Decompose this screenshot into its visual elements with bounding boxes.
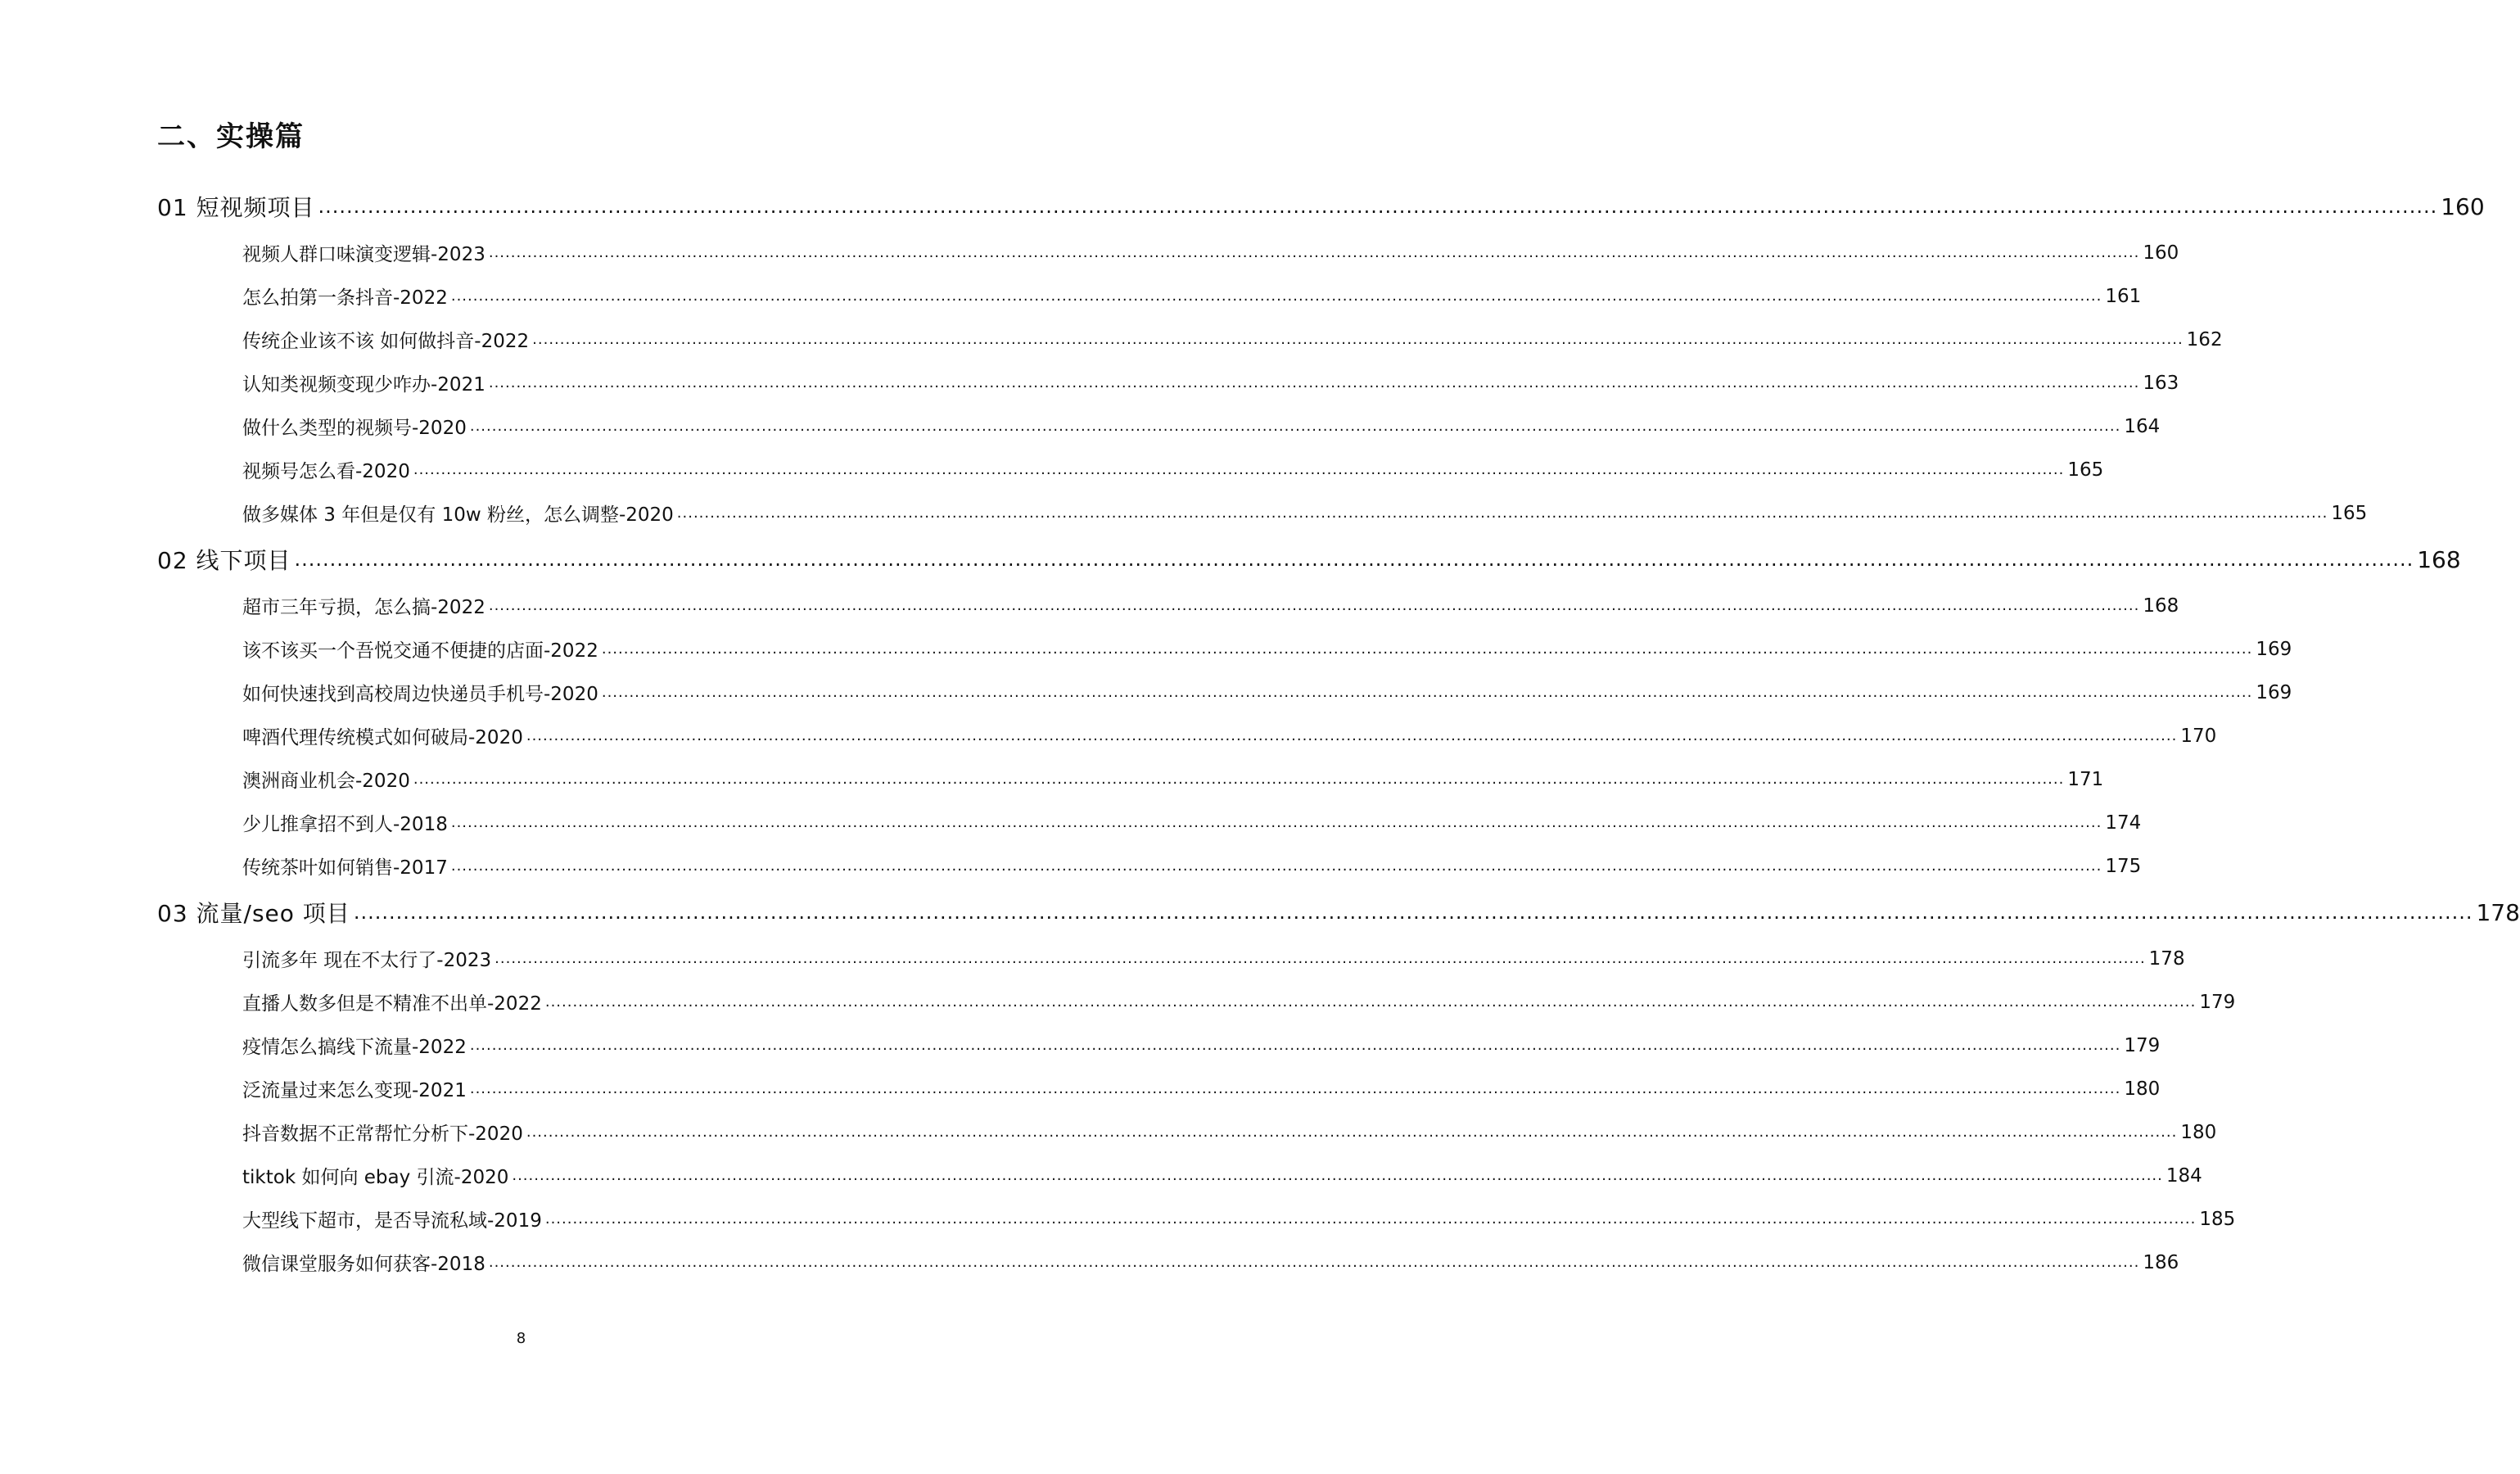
section-title: 03 流量/seo 项目: [157, 900, 350, 927]
entry-title: 澳洲商业机会-2020: [242, 771, 410, 792]
dot-leader: ............................................................................................................................................................................................................................................................................................................: [294, 548, 2414, 571]
entry-page-number: 162: [2186, 328, 2223, 350]
section-title: 02 线下项目: [157, 547, 291, 574]
toc-entry[interactable]: [242, 844, 2142, 888]
toc-entry[interactable]: [242, 937, 2185, 980]
entry-title: 抖音数据不正常帮忙分析下-2020: [242, 1124, 523, 1145]
entry-title: 做什么类型的视频号-2020: [242, 418, 467, 439]
entry-title: 传统茶叶如何销售-2017: [242, 857, 448, 879]
entry-page-number: 186: [2143, 1251, 2179, 1273]
entry-title: 该不该买一个吾悦交通不便捷的店面-2022: [242, 640, 598, 662]
entry-page-number: 165: [2331, 502, 2368, 524]
dot-leader: ............................................................................................................................................................................................................................................................................................................: [413, 771, 2065, 788]
entry-title: 疫情怎么搞线下流量-2022: [242, 1037, 467, 1058]
toc-entry[interactable]: [242, 1154, 2202, 1197]
section-title: 01 短视频项目: [157, 194, 315, 221]
entry-page-number: 168: [2143, 595, 2179, 617]
dot-leader: ............................................................................................................................................................................................................................................................................................................: [676, 504, 2328, 522]
entry-title: 如何快速找到高校周边快递员手机号-2020: [242, 684, 598, 705]
dot-leader: ............................................................................................................................................................................................................................................................................................................: [488, 597, 2140, 614]
dot-leader: ............................................................................................................................................................................................................................................................................................................: [544, 1210, 2197, 1228]
entry-title: 啤酒代理传统模式如何破局-2020: [242, 727, 523, 748]
toc-entry[interactable]: [242, 980, 2236, 1024]
entry-title: 怎么拍第一条抖音-2022: [242, 287, 448, 309]
toc-section-01[interactable]: [157, 182, 2485, 231]
toc-entry[interactable]: [242, 274, 2142, 318]
dot-leader: ............................................................................................................................................................................................................................................................................................................: [318, 195, 2438, 218]
section-page-number: 160: [2441, 192, 2485, 220]
entry-title: tiktok 如何向 ebay 引流-2020: [242, 1167, 509, 1188]
toc-entry[interactable]: [242, 448, 2104, 491]
entry-page-number: 184: [2165, 1164, 2202, 1187]
toc-entry[interactable]: [242, 318, 2223, 361]
dot-leader: ............................................................................................................................................................................................................................................................................................................: [512, 1167, 2163, 1184]
toc-entry[interactable]: [242, 1241, 2179, 1284]
dot-leader: ............................................................................................................................................................................................................................................................................................................: [532, 331, 2184, 348]
entry-page-number: 178: [2148, 947, 2185, 970]
dot-leader: ............................................................................................................................................................................................................................................................................................................: [601, 640, 2253, 658]
toc-entry[interactable]: [242, 231, 2179, 274]
dot-leader: ............................................................................................................................................................................................................................................................................................................: [488, 374, 2140, 391]
entry-title: 认知类视频变现少咋办-2021: [242, 374, 485, 396]
entry-title: 做多媒体 3 年但是仅有 10w 粉丝，怎么调整-2020: [242, 504, 674, 526]
entry-title: 视频号怎么看-2020: [242, 461, 410, 482]
entry-title: 泛流量过来怎么变现-2021: [242, 1080, 467, 1101]
toc-entry[interactable]: [242, 714, 2217, 757]
entry-title: 直播人数多但是不精准不出单-2022: [242, 993, 542, 1015]
toc-entry[interactable]: [242, 361, 2179, 405]
dot-leader: ............................................................................................................................................................................................................................................................................................................: [450, 857, 2102, 875]
entry-page-number: 179: [2199, 991, 2236, 1013]
part-heading: 二、实操篇: [157, 120, 305, 153]
dot-leader: ............................................................................................................................................................................................................................................................................................................: [544, 993, 2197, 1011]
entry-page-number: 169: [2256, 681, 2292, 703]
toc-entry[interactable]: [242, 491, 2368, 535]
dot-leader: ............................................................................................................................................................................................................................................................................................................: [601, 684, 2253, 701]
entry-page-number: 165: [2067, 459, 2104, 481]
dot-leader: ............................................................................................................................................................................................................................................................................................................: [469, 1037, 2121, 1054]
entry-title: 少儿推拿招不到人-2018: [242, 814, 448, 835]
entry-page-number: 161: [2105, 285, 2142, 307]
entry-page-number: 169: [2256, 638, 2292, 660]
toc-entry[interactable]: [242, 1197, 2236, 1241]
dot-leader: ............................................................................................................................................................................................................................................................................................................: [488, 1254, 2140, 1271]
dot-leader: ............................................................................................................................................................................................................................................................................................................: [469, 418, 2121, 435]
dot-leader: ............................................................................................................................................................................................................................................................................................................: [450, 814, 2102, 831]
toc-entry[interactable]: [242, 757, 2104, 801]
entry-title: 超市三年亏损，怎么搞-2022: [242, 597, 485, 618]
toc-entry[interactable]: [242, 1110, 2217, 1154]
toc-entry[interactable]: [242, 1067, 2161, 1110]
entry-page-number: 164: [2124, 415, 2161, 437]
page-number-footer: 8: [516, 1330, 526, 1347]
entry-page-number: 170: [2180, 725, 2217, 747]
dot-leader: ............................................................................................................................................................................................................................................................................................................: [488, 244, 2140, 261]
entry-title: 引流多年 现在不太行了-2023: [242, 950, 492, 971]
entry-title: 传统企业该不该 如何做抖音-2022: [242, 331, 530, 352]
toc-entry[interactable]: [242, 584, 2179, 627]
section-page-number: 168: [2417, 545, 2461, 573]
entry-page-number: 163: [2143, 372, 2179, 394]
table-of-contents: [157, 182, 2520, 1284]
toc-entry[interactable]: [242, 1024, 2161, 1067]
entry-page-number: 180: [2180, 1121, 2217, 1143]
section-page-number: 178: [2476, 898, 2520, 926]
entry-title: 微信课堂服务如何获客-2018: [242, 1254, 485, 1275]
entry-page-number: 175: [2105, 855, 2142, 877]
dot-leader: ............................................................................................................................................................................................................................................................................................................: [469, 1080, 2121, 1097]
entry-page-number: 185: [2199, 1208, 2236, 1230]
dot-leader: ............................................................................................................................................................................................................................................................................................................: [353, 901, 2473, 924]
toc-section-03[interactable]: [157, 888, 2520, 937]
toc-entry[interactable]: [242, 671, 2292, 714]
dot-leader: ............................................................................................................................................................................................................................................................................................................: [413, 461, 2065, 478]
entry-title: 视频人群口味演变逻辑-2023: [242, 244, 485, 265]
toc-entry[interactable]: [242, 405, 2161, 448]
entry-title: 大型线下超市，是否导流私域-2019: [242, 1210, 542, 1232]
entry-page-number: 179: [2124, 1034, 2161, 1056]
entry-page-number: 174: [2105, 812, 2142, 834]
entry-page-number: 171: [2067, 768, 2104, 790]
toc-section-02[interactable]: [157, 535, 2461, 584]
entry-page-number: 180: [2124, 1078, 2161, 1100]
dot-leader: ............................................................................................................................................................................................................................................................................................................: [526, 727, 2178, 744]
entry-page-number: 160: [2143, 242, 2179, 264]
toc-entry[interactable]: [242, 801, 2142, 844]
dot-leader: ............................................................................................................................................................................................................................................................................................................: [495, 950, 2146, 967]
dot-leader: ............................................................................................................................................................................................................................................................................................................: [450, 287, 2102, 305]
toc-entry[interactable]: [242, 627, 2292, 671]
dot-leader: ............................................................................................................................................................................................................................................................................................................: [526, 1124, 2178, 1141]
